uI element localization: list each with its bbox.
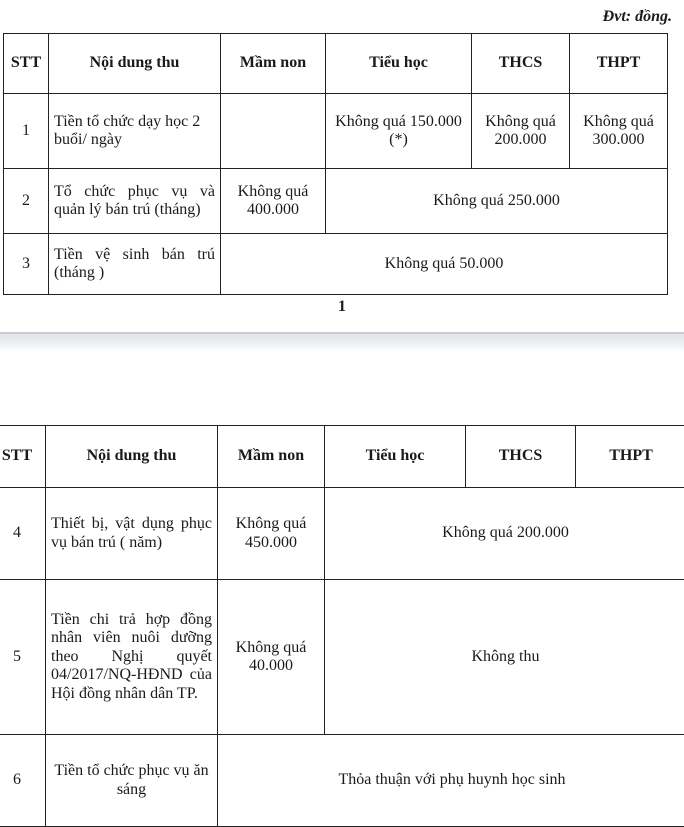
table-row	[0, 580, 684, 735]
table-row	[4, 234, 668, 295]
header-stt: STT	[4, 34, 49, 94]
row-stt: 6	[0, 735, 46, 827]
table-row	[0, 488, 684, 580]
row-stt: 3	[4, 234, 49, 295]
header-primary: Tiểu học	[326, 34, 472, 94]
row-kindergarten: Không quá 450.000	[218, 488, 325, 580]
row-others: Không quá 200.000	[325, 488, 684, 580]
header-content: Nội dung thu	[46, 426, 218, 488]
row-content: Tiền vệ sinh bán trú (tháng )	[49, 234, 221, 295]
header-high: THPT	[570, 34, 668, 94]
row-kindergarten: Không quá 40.000	[218, 580, 325, 735]
row-stt: 4	[0, 488, 46, 580]
row-secondary: Không quá 200.000	[472, 94, 570, 169]
header-secondary: THCS	[466, 426, 576, 488]
header-primary: Tiểu học	[325, 426, 466, 488]
row-content: Thiết bị, vật dụng phục vụ bán trú ( năm)	[46, 488, 218, 580]
row-content: Tiền tổ chức phục vụ ăn sáng	[46, 735, 218, 827]
header-kindergarten: Mầm non	[221, 34, 326, 94]
unit-label: Đvt: đồng.	[602, 8, 672, 25]
row-stt: 1	[4, 94, 49, 169]
row-content: Tổ chức phục vụ và quản lý bán trú (tháng)	[49, 169, 221, 234]
row-all-levels: Không quá 50.000	[221, 234, 668, 295]
header-kindergarten: Mầm non	[218, 426, 325, 488]
row-others: Không thu	[325, 580, 684, 735]
page-separator	[0, 332, 684, 352]
row-stt: 5	[0, 580, 46, 735]
header-high: THPT	[576, 426, 684, 488]
table-row	[4, 169, 668, 234]
fee-table-page-1	[3, 33, 668, 295]
header-row	[4, 34, 668, 94]
row-all-levels: Thỏa thuận với phụ huynh học sinh	[218, 735, 684, 827]
header-row	[0, 426, 684, 488]
row-high: Không quá 300.000	[570, 94, 668, 169]
header-stt: STT	[0, 426, 46, 488]
table-row	[0, 735, 684, 827]
header-secondary: THCS	[472, 34, 570, 94]
row-content: Tiền tổ chức dạy học 2 buổi/ ngày	[49, 94, 221, 169]
row-stt: 2	[4, 169, 49, 234]
header-content: Nội dung thu	[49, 34, 221, 94]
fee-table-page-2	[0, 425, 684, 827]
row-kindergarten	[221, 94, 326, 169]
row-content: Tiền chi trả hợp đồng nhân viên nuôi dưỡng theo Nghị quyết 04/2017/NQ-HĐND của Hội đồng nhân dân TP.	[46, 580, 218, 735]
row-others: Không quá 250.000	[326, 169, 668, 234]
page-number: 1	[338, 298, 346, 315]
row-primary: Không quá 150.000 (*)	[326, 94, 472, 169]
row-kindergarten: Không quá 400.000	[221, 169, 326, 234]
table-row	[4, 94, 668, 169]
